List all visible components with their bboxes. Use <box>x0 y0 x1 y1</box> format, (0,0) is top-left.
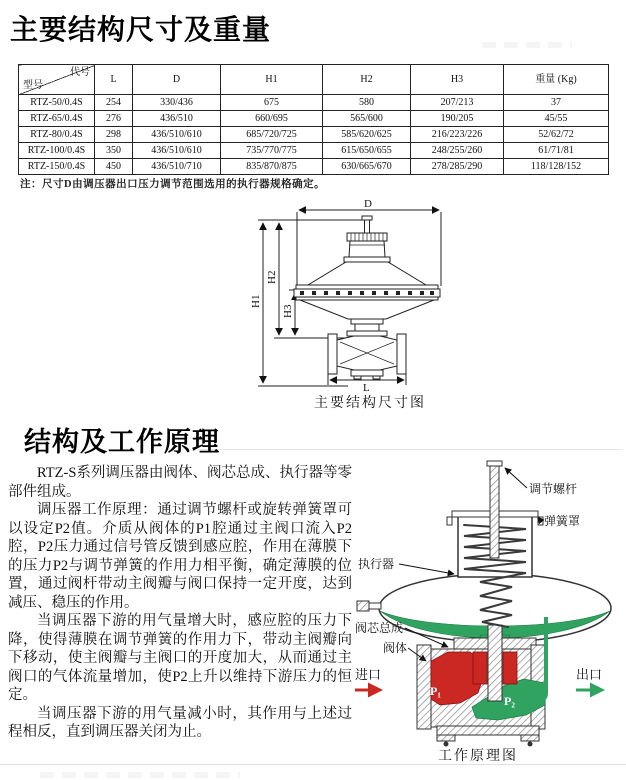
col-header-L: L <box>95 65 133 95</box>
cell-weight: 45/55 <box>504 111 609 127</box>
cell-H1: 835/870/875 <box>221 159 323 175</box>
col-header-weight: 重量 (Kg) <box>504 65 609 95</box>
label-adjusting-screw: 调节螺杆 <box>529 482 578 496</box>
table-header-row <box>19 65 609 95</box>
table-row <box>19 159 609 175</box>
cell-weight: 118/128/152 <box>504 159 609 175</box>
col-header-H2: H2 <box>323 65 411 95</box>
table-row <box>19 111 609 127</box>
dim-label-D: D <box>364 198 372 210</box>
principle-figure-caption: 工作原理图 <box>438 749 518 764</box>
working-principle-diagram <box>352 455 622 755</box>
table-note: 注：尺寸D由调压器出口压力调节范围选用的执行器规格确定。 <box>20 179 326 190</box>
label-p1: P₁ <box>430 684 441 698</box>
cell-model: RTZ-80/0.4S <box>19 127 95 143</box>
cell-D: 436/510/710 <box>133 159 221 175</box>
cell-H1: 675 <box>221 95 323 111</box>
paragraph: 当调压器下游的用气量增大时，感应腔的压力下降，使得薄膜在调节弹簧的作用力下，带动主阀瓣向下移动，使主阀瓣与主阀口的开度加大，从而通过主阀口的气体流量增加，使P2上升以维持下游压力的恒定。 <box>8 613 352 703</box>
corner-label-code: 代号 <box>70 67 90 78</box>
col-header-H3: H3 <box>411 65 504 95</box>
principle-text <box>8 464 352 742</box>
cell-model: RTZ-50/0.4S <box>19 95 95 111</box>
paragraph: 当调压器下游的用气量减小时，其作用与上述过程相反，直到调压器关闭为止。 <box>8 705 352 740</box>
cell-L: 254 <box>95 95 133 111</box>
col-header-H1: H1 <box>221 65 323 95</box>
dimension-drawing <box>250 198 620 392</box>
label-outlet: 出口 <box>576 667 603 682</box>
dim-label-H2: H2 <box>266 270 278 284</box>
cell-H2: 630/665/670 <box>323 159 411 175</box>
cell-D: 436/510/610 <box>133 143 221 159</box>
dim-label-H1: H1 <box>250 294 262 308</box>
valve-plug-left <box>473 652 487 684</box>
cell-weight: 52/62/72 <box>504 127 609 143</box>
cell-H1: 735/770/775 <box>221 143 323 159</box>
valve-stem <box>488 625 502 701</box>
cell-H1: 685/720/725 <box>221 127 323 143</box>
cell-H3: 278/285/290 <box>411 159 504 175</box>
table-corner-cell <box>19 65 95 95</box>
label-p2: P₂ <box>504 694 515 708</box>
label-valve-body: 阀体 <box>383 641 408 655</box>
cell-H1: 660/695 <box>221 111 323 127</box>
cell-model: RTZ-150/0.4S <box>19 159 95 175</box>
table-row <box>19 127 609 143</box>
dim-label-H3: H3 <box>282 304 294 318</box>
cell-L: 450 <box>95 159 133 175</box>
cell-D: 436/510 <box>133 111 221 127</box>
label-spring-cover: 弹簧罩 <box>544 514 581 528</box>
cell-H3: 190/205 <box>411 111 504 127</box>
cell-L: 350 <box>95 143 133 159</box>
cell-H2: 580 <box>323 95 411 111</box>
dimension-figure-caption: 主要结构尺寸图 <box>314 396 426 411</box>
dim-label-L: L <box>363 382 370 392</box>
cell-H2: 585/620/625 <box>323 127 411 143</box>
cell-D: 330/436 <box>133 95 221 111</box>
bottom-rule <box>0 764 626 765</box>
section2-title: 结构及工作原理 <box>24 427 220 457</box>
cell-D: 436/510/610 <box>133 127 221 143</box>
dimensions-table <box>18 64 609 175</box>
cell-H3: 207/213 <box>411 95 504 111</box>
cell-L: 276 <box>95 111 133 127</box>
adjusting-screw <box>490 466 499 558</box>
corner-label-model: 型号 <box>23 80 43 91</box>
faint-watermark-top <box>482 42 572 48</box>
section2-underline <box>198 449 622 450</box>
cell-H2: 615/650/655 <box>323 143 411 159</box>
col-header-D: D <box>133 65 221 95</box>
valve-plug-right <box>503 652 517 684</box>
cell-weight: 37 <box>504 95 609 111</box>
cell-weight: 61/71/81 <box>504 143 609 159</box>
signal-port <box>357 601 369 611</box>
cell-model: RTZ-65/0.4S <box>19 111 95 127</box>
cell-H2: 565/600 <box>323 111 411 127</box>
cell-L: 298 <box>95 127 133 143</box>
cell-H3: 216/223/226 <box>411 127 504 143</box>
faint-watermark-bottom <box>40 772 240 778</box>
table-row <box>19 143 609 159</box>
section1-title: 主要结构尺寸及重量 <box>10 14 272 45</box>
paragraph: 调压器工作原理：通过调节螺杆或旋转弹簧罩可以设定P2值。介质从阀体的P1腔通过主阀口流入P2腔，P2压力通过信号管反馈到感应腔，作用在薄膜下的压力P2与调节弹簧的作用力相平衡，确定薄膜的位置，通过阀杆带动主阀瓣与阀口保持一定开度，达到减压、稳压的作用。 <box>8 502 352 611</box>
cell-model: RTZ-100/0.4S <box>19 143 95 159</box>
paragraph: RTZ-S系列调压器由阀体、阀芯总成、执行器等零部件组成。 <box>8 465 352 500</box>
table-row <box>19 95 609 111</box>
label-inlet: 进口 <box>355 667 382 682</box>
label-actuator: 执行器 <box>358 557 395 571</box>
label-valve-core-assembly: 阀芯总成 <box>355 621 404 635</box>
cell-H3: 248/255/260 <box>411 143 504 159</box>
